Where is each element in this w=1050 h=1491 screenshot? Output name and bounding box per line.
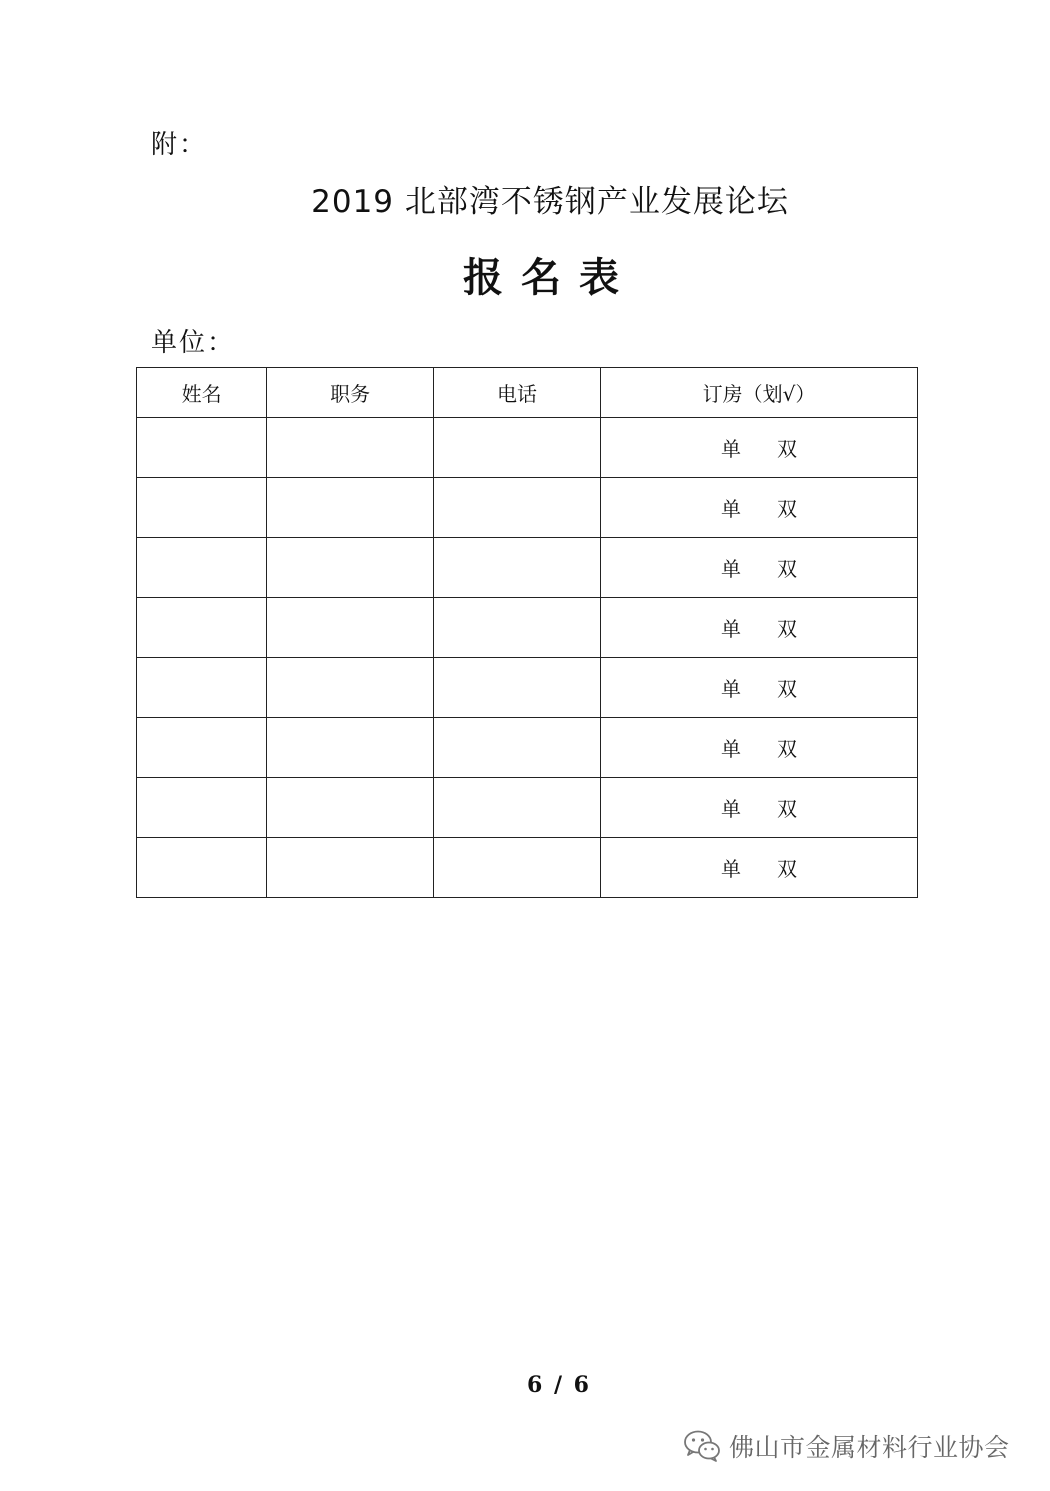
room-cell	[600, 538, 917, 598]
header-name: 姓名	[137, 368, 267, 418]
room-option-single[interactable]: 单	[720, 557, 741, 581]
room-option-single[interactable]: 单	[720, 437, 741, 461]
phone-cell[interactable]	[434, 718, 601, 778]
room-cell	[600, 838, 917, 898]
table-row	[137, 418, 918, 478]
table-row	[137, 478, 918, 538]
name-cell[interactable]	[137, 718, 267, 778]
unit-label: 单位：	[151, 328, 236, 358]
position-cell[interactable]	[267, 478, 434, 538]
name-cell[interactable]	[137, 418, 267, 478]
room-option-single[interactable]: 单	[720, 677, 741, 701]
room-cell	[600, 658, 917, 718]
watermark-text: 佛山市金属材料行业协会	[729, 1433, 1010, 1462]
header-room-booking: 订房（划√）	[600, 368, 917, 418]
watermark	[683, 1428, 1010, 1464]
room-option-single[interactable]: 单	[720, 737, 741, 761]
room-cell	[600, 418, 917, 478]
phone-cell[interactable]	[434, 778, 601, 838]
phone-cell[interactable]	[434, 598, 601, 658]
table-row	[137, 838, 918, 898]
room-cell	[600, 598, 917, 658]
room-option-double[interactable]: 双	[776, 437, 797, 461]
name-cell[interactable]	[137, 778, 267, 838]
name-cell[interactable]	[137, 478, 267, 538]
position-cell[interactable]	[267, 658, 434, 718]
header-phone: 电话	[434, 368, 601, 418]
room-option-single[interactable]: 单	[720, 497, 741, 521]
name-cell[interactable]	[137, 838, 267, 898]
phone-cell[interactable]	[434, 538, 601, 598]
room-option-double[interactable]: 双	[776, 497, 797, 521]
table-row	[137, 778, 918, 838]
page-indicator: 6 / 6	[527, 1372, 591, 1398]
room-option-double[interactable]: 双	[776, 557, 797, 581]
name-cell[interactable]	[137, 538, 267, 598]
name-cell[interactable]	[137, 658, 267, 718]
room-option-double[interactable]: 双	[776, 677, 797, 701]
room-option-single[interactable]: 单	[720, 617, 741, 641]
room-cell	[600, 778, 917, 838]
room-option-double[interactable]: 双	[776, 617, 797, 641]
position-cell[interactable]	[267, 418, 434, 478]
room-option-double[interactable]: 双	[776, 737, 797, 761]
table-row	[137, 538, 918, 598]
position-cell[interactable]	[267, 538, 434, 598]
room-option-double[interactable]: 双	[776, 857, 797, 881]
table-header-row	[137, 368, 918, 418]
room-option-double[interactable]: 双	[776, 797, 797, 821]
document-subtitle: 报名表	[463, 254, 637, 301]
wechat-icon	[683, 1429, 721, 1463]
room-cell	[600, 478, 917, 538]
attachment-label: 附：	[151, 130, 208, 160]
position-cell[interactable]	[267, 838, 434, 898]
phone-cell[interactable]	[434, 658, 601, 718]
registration-table	[136, 367, 918, 898]
header-position: 职务	[267, 368, 434, 418]
room-option-single[interactable]: 单	[720, 857, 741, 881]
position-cell[interactable]	[267, 598, 434, 658]
phone-cell[interactable]	[434, 838, 601, 898]
room-option-single[interactable]: 单	[720, 797, 741, 821]
phone-cell[interactable]	[434, 418, 601, 478]
position-cell[interactable]	[267, 778, 434, 838]
phone-cell[interactable]	[434, 478, 601, 538]
table-row	[137, 658, 918, 718]
table-row	[137, 718, 918, 778]
table-row	[137, 598, 918, 658]
name-cell[interactable]	[137, 598, 267, 658]
position-cell[interactable]	[267, 718, 434, 778]
document-title: 2019 北部湾不锈钢产业发展论坛	[311, 184, 789, 220]
room-cell	[600, 718, 917, 778]
